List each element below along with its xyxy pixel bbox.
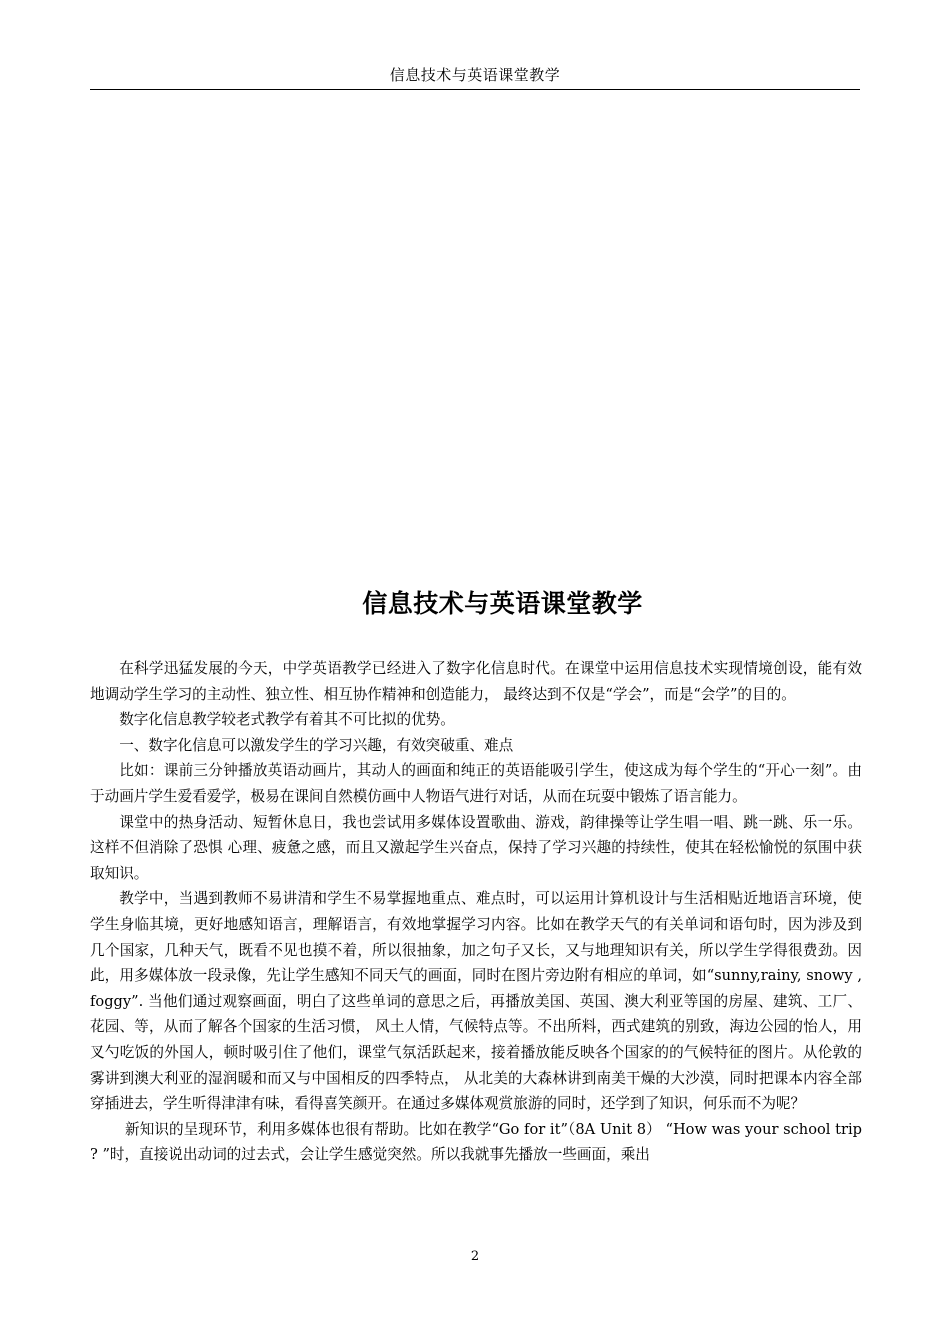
header-rule	[90, 89, 860, 90]
document-title: 信息技术与英语课堂教学	[362, 589, 643, 618]
paragraph: 课堂中的热身活动、短暂休息日，我也尝试用多媒体设置歌曲、游戏，韵律操等让学生唱一唱、跳一跳、乐一乐。这样不但消除了恐惧 心理、疲惫之感，而且又激起学生兴奋点，保持了学习兴趣的持续性，使其在轻松愉悦的氛围中获取知识。	[90, 813, 862, 882]
paragraph: 教学中，当遇到教师不易讲清和学生不易掌握地重点、难点时，可以运用计算机设计与生活相贴近地语言环境，使学生身临其境，更好地感知语言，理解语言，有效地掌握学习内容。比如在教学天气的有关单词和语句时，因为涉及到几个国家，几种天气，既看不见也摸不着，所以很抽象，加之句子又长，又与地理知识有关，所以学生学得很费劲。因此，用多媒体放一段录像，先让学生感知不同天气的画面，同时在图片旁边附有相应的单词，如“sunny,rainy, snowy , foggy”. 当他们通过观察画面，明白了这些单词的意思之后，再播放美国、英国、澳大利亚等国的房屋、建筑、工厂、花园、等，从而了解各个国家的生活习惯， 风土人情，气候特点等。不出所料，西式建筑的别致，海边公园的怡人，用叉勺吃饭的外国人，顿时吸引住了他们，课堂气氛活跃起来，接着播放能反映各个国家的的气候特征的图片。从伦敦的雾讲到澳大利亚的湿润暖和而又与中国相反的四季特点， 从北美的大森林讲到南美干燥的大沙漠，同时把课本内容全部穿插进去，学生听得津津有味，看得喜笑颜开。在通过多媒体观赏旅游的同时，还学到了知识，何乐而不为呢？	[90, 890, 862, 1113]
paragraph: 在科学迅猛发展的今天，中学英语教学已经进入了数字化信息时代。在课堂中运用信息技术实现情境创设，能有效地调动学生学习的主动性、独立性、相互协作精神和创造能力， 最终达到不仅是“学会”，而是“会学”的目的。	[90, 660, 862, 703]
paragraph: 数字化信息教学较老式教学有着其不可比拟的优势。	[119, 711, 455, 729]
paragraph: 比如：课前三分钟播放英语动画片，其动人的画面和纯正的英语能吸引学生，使这成为每个学生的“开心一刻”。由于动画片学生爱看爱学，极易在课间自然模仿画中人物语气进行对话，从而在玩耍中锻炼了语言能力。	[90, 762, 862, 805]
section-heading: 一、数字化信息可以激发学生的学习兴趣，有效突破重、难点	[119, 736, 514, 754]
paragraph: 新知识的呈现环节，利用多媒体也很有帮助。比如在教学“Go for it”（8A Unit 8） “How was your school trip ? ”时，直接说出动词的过去式，会让学生感觉突然。所以我就事先播放一些画面，乘出	[90, 1120, 862, 1164]
running-header: 信息技术与英语课堂教学	[389, 66, 561, 84]
page-number: 2	[470, 1249, 480, 1264]
document-body	[90, 656, 862, 1168]
